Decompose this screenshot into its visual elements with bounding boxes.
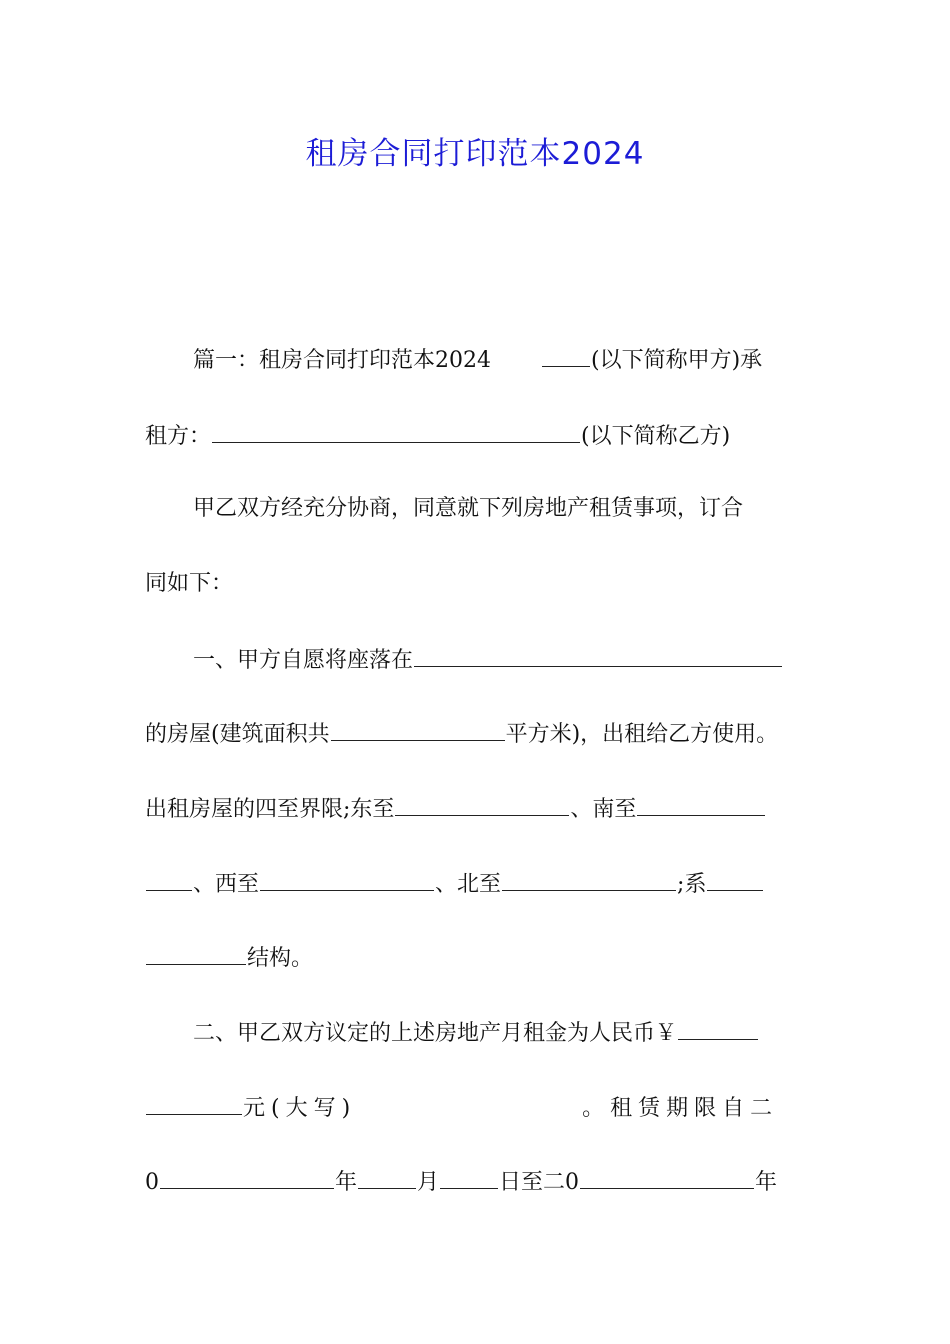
rent-capital-label: 元(大写) bbox=[243, 1096, 357, 1121]
agreement-text-end: 同如下： bbox=[145, 571, 234, 596]
structure-blank-cont bbox=[146, 942, 246, 965]
rent-blank bbox=[678, 1017, 758, 1040]
boundary-east-label: 出租房屋的四至界限;东至 bbox=[145, 797, 395, 822]
agreement-text: 甲乙双方经充分协商，同意就下列房地产租赁事项，订合 bbox=[193, 496, 744, 521]
paragraph-line-6 bbox=[145, 718, 807, 748]
paragraph-line-7 bbox=[145, 793, 807, 823]
lease-term-label: 。租赁期限自二 bbox=[582, 1096, 779, 1121]
boundary-north-label: 、北至 bbox=[435, 872, 502, 897]
start-year-blank bbox=[160, 1166, 334, 1189]
start-day-blank bbox=[440, 1166, 498, 1189]
paragraph-line-1 bbox=[145, 344, 855, 374]
area-label: 的房屋(建筑面积共 bbox=[145, 722, 330, 747]
end-date-prefix: 日至二0 bbox=[499, 1170, 580, 1195]
area-suffix: 平方米)，出租给乙方使用。 bbox=[505, 722, 779, 747]
clause-1-text: 一、甲方自愿将座落在 bbox=[193, 648, 414, 673]
structure-blank bbox=[707, 868, 763, 891]
lessor-blank bbox=[542, 344, 590, 367]
south-blank-cont bbox=[146, 868, 192, 891]
south-blank bbox=[637, 793, 765, 816]
west-blank bbox=[260, 868, 434, 891]
clause-2-text: 二、甲乙双方议定的上述房地产月租金为人民币￥ bbox=[193, 1021, 678, 1046]
start-year-label: 年 bbox=[335, 1170, 358, 1195]
start-month-label: 月 bbox=[417, 1170, 440, 1195]
paragraph-line-12 bbox=[145, 1166, 807, 1196]
rent-blank-cont bbox=[146, 1092, 242, 1115]
start-month-blank bbox=[358, 1166, 416, 1189]
lessor-label: (以下简称甲方)承 bbox=[591, 348, 763, 373]
paragraph-line-10 bbox=[145, 1017, 855, 1047]
structure-suffix: 结构。 bbox=[247, 946, 314, 971]
paragraph-line-2 bbox=[145, 420, 807, 450]
east-blank bbox=[395, 793, 569, 816]
section-heading: 篇一：租房合同打印范本2024 bbox=[193, 348, 491, 373]
paragraph-line-5 bbox=[145, 644, 855, 674]
area-blank bbox=[331, 718, 505, 741]
boundary-west-label: 、西至 bbox=[193, 872, 260, 897]
paragraph-line-11 bbox=[145, 1092, 807, 1122]
paragraph-line-9 bbox=[145, 942, 807, 972]
end-year-blank bbox=[580, 1166, 754, 1189]
paragraph-line-8 bbox=[145, 868, 807, 898]
document-title: 租房合同打印范本2024 bbox=[305, 136, 645, 172]
north-blank bbox=[502, 868, 676, 891]
boundary-south-label: 、南至 bbox=[570, 797, 637, 822]
end-year-label: 年 bbox=[755, 1170, 778, 1195]
start-year-prefix: 0 bbox=[145, 1170, 159, 1195]
lessee-suffix: (以下简称乙方) bbox=[581, 424, 731, 449]
location-blank bbox=[414, 644, 782, 667]
paragraph-line-4 bbox=[145, 569, 807, 599]
lessee-blank bbox=[212, 420, 580, 443]
structure-label: ;系 bbox=[677, 872, 707, 897]
paragraph-line-3 bbox=[145, 494, 855, 524]
lessee-label: 租方： bbox=[145, 424, 212, 449]
